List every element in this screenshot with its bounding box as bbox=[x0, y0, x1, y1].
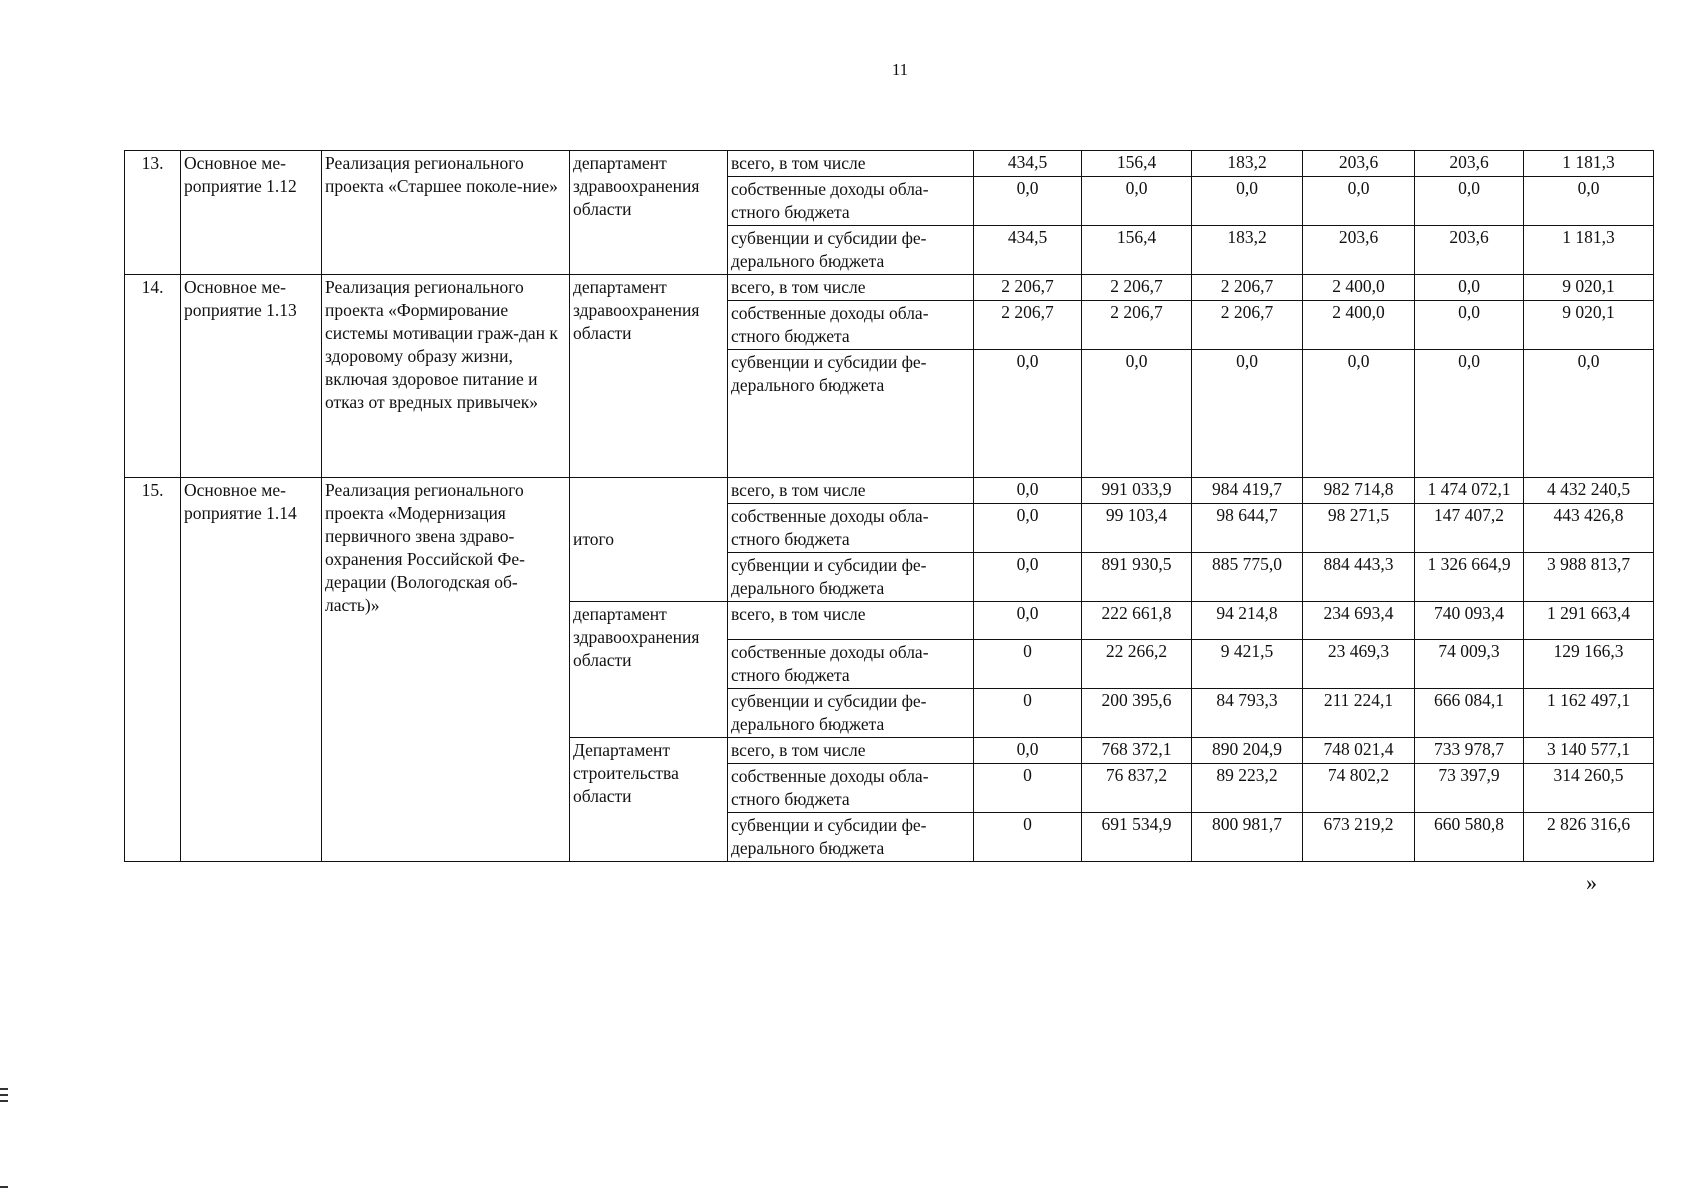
scan-edge-mark bbox=[0, 1088, 8, 1090]
value-cell: 890 204,9 bbox=[1192, 738, 1303, 764]
scan-edge-mark bbox=[0, 1094, 8, 1096]
value-cell: 0,0 bbox=[1082, 350, 1192, 478]
value-cell: 0,0 bbox=[1415, 301, 1524, 350]
value-cell: 691 534,9 bbox=[1082, 813, 1192, 862]
value-cell: 9 421,5 bbox=[1192, 640, 1303, 689]
funding-source: всего, в том числе bbox=[728, 151, 974, 177]
funding-source: субвенции и субсидии фе-дерального бюджета bbox=[728, 689, 974, 738]
value-cell: 1 326 664,9 bbox=[1415, 553, 1524, 602]
row-number-15: 15. bbox=[125, 478, 181, 862]
executor: департамент здравоохранения области bbox=[570, 151, 728, 275]
value-cell: 156,4 bbox=[1082, 151, 1192, 177]
closing-quote-mark: » bbox=[1586, 870, 1597, 895]
funding-source: всего, в том числе bbox=[728, 602, 974, 640]
value-cell: 0 bbox=[974, 764, 1082, 813]
funding-source: всего, в том числе bbox=[728, 478, 974, 504]
value-cell: 0,0 bbox=[1415, 350, 1524, 478]
measure-code: Основное ме-роприятие 1.13 bbox=[181, 275, 322, 478]
measure-code: Основное ме-роприятие 1.14 bbox=[181, 478, 322, 862]
value-cell: 740 093,4 bbox=[1415, 602, 1524, 640]
value-cell: 9 020,1 bbox=[1524, 275, 1654, 301]
value-cell: 98 271,5 bbox=[1303, 504, 1415, 553]
value-cell: 748 021,4 bbox=[1303, 738, 1415, 764]
value-cell: 768 372,1 bbox=[1082, 738, 1192, 764]
value-cell: 2 206,7 bbox=[974, 301, 1082, 350]
value-cell: 314 260,5 bbox=[1524, 764, 1654, 813]
value-cell: 0,0 bbox=[974, 504, 1082, 553]
value-cell: 0 bbox=[974, 813, 1082, 862]
value-cell: 74 802,2 bbox=[1303, 764, 1415, 813]
value-cell: 0,0 bbox=[1524, 350, 1654, 478]
value-cell: 0,0 bbox=[974, 553, 1082, 602]
page-number: 11 bbox=[891, 60, 909, 79]
value-cell: 0,0 bbox=[1192, 177, 1303, 226]
value-cell: 2 206,7 bbox=[1082, 275, 1192, 301]
value-cell: 673 219,2 bbox=[1303, 813, 1415, 862]
value-cell: 1 291 663,4 bbox=[1524, 602, 1654, 640]
value-cell: 891 930,5 bbox=[1082, 553, 1192, 602]
funding-source: всего, в том числе bbox=[728, 275, 974, 301]
row-number-14: 14. bbox=[125, 275, 181, 478]
row-number-13: 13. bbox=[125, 151, 181, 275]
value-cell: 234 693,4 bbox=[1303, 602, 1415, 640]
value-cell: 443 426,8 bbox=[1524, 504, 1654, 553]
funding-source: собственные доходы обла-стного бюджета bbox=[728, 640, 974, 689]
table-body bbox=[125, 151, 1654, 862]
value-cell: 0,0 bbox=[1082, 177, 1192, 226]
value-cell: 203,6 bbox=[1415, 151, 1524, 177]
value-cell: 0,0 bbox=[1303, 177, 1415, 226]
value-cell: 1 474 072,1 bbox=[1415, 478, 1524, 504]
value-cell: 94 214,8 bbox=[1192, 602, 1303, 640]
value-cell: 660 580,8 bbox=[1415, 813, 1524, 862]
value-cell: 200 395,6 bbox=[1082, 689, 1192, 738]
value-cell: 84 793,3 bbox=[1192, 689, 1303, 738]
value-cell: 99 103,4 bbox=[1082, 504, 1192, 553]
value-cell: 183,2 bbox=[1192, 151, 1303, 177]
value-cell: 183,2 bbox=[1192, 226, 1303, 275]
value-cell: 2 400,0 bbox=[1303, 301, 1415, 350]
measure-title: Реализация регионального проекта «Модернизация первичного звена здраво-охранения Российской Фе-дерации (Вологодская об-ласть)» bbox=[322, 478, 570, 862]
value-cell: 203,6 bbox=[1303, 151, 1415, 177]
value-cell: 666 084,1 bbox=[1415, 689, 1524, 738]
value-cell: 2 206,7 bbox=[974, 275, 1082, 301]
value-cell: 1 181,3 bbox=[1524, 226, 1654, 275]
value-cell: 129 166,3 bbox=[1524, 640, 1654, 689]
value-cell: 0,0 bbox=[974, 602, 1082, 640]
value-cell: 1 162 497,1 bbox=[1524, 689, 1654, 738]
value-cell: 89 223,2 bbox=[1192, 764, 1303, 813]
value-cell: 4 432 240,5 bbox=[1524, 478, 1654, 504]
scan-edge-mark bbox=[0, 1100, 8, 1102]
measure-title: Реализация регионального проекта «Старшее поколе-ние» bbox=[322, 151, 570, 275]
funding-source: собственные доходы обла-стного бюджета bbox=[728, 177, 974, 226]
value-cell: 147 407,2 bbox=[1415, 504, 1524, 553]
value-cell: 0,0 bbox=[1303, 350, 1415, 478]
value-cell: 991 033,9 bbox=[1082, 478, 1192, 504]
value-cell: 0,0 bbox=[1415, 177, 1524, 226]
value-cell: 0,0 bbox=[974, 478, 1082, 504]
value-cell: 74 009,3 bbox=[1415, 640, 1524, 689]
executor: Департамент строительства области bbox=[570, 738, 728, 862]
value-cell: 885 775,0 bbox=[1192, 553, 1303, 602]
funding-source: субвенции и субсидии фе-дерального бюджета bbox=[728, 813, 974, 862]
value-cell: 156,4 bbox=[1082, 226, 1192, 275]
value-cell: 984 419,7 bbox=[1192, 478, 1303, 504]
value-cell: 434,5 bbox=[974, 226, 1082, 275]
value-cell: 2 206,7 bbox=[1082, 301, 1192, 350]
value-cell: 884 443,3 bbox=[1303, 553, 1415, 602]
value-cell: 2 206,7 bbox=[1192, 301, 1303, 350]
funding-source: собственные доходы обла-стного бюджета bbox=[728, 504, 974, 553]
funding-source: субвенции и субсидии фе-дерального бюджета bbox=[728, 350, 974, 478]
value-cell: 982 714,8 bbox=[1303, 478, 1415, 504]
executor: департамент здравоохранения области bbox=[570, 602, 728, 738]
value-cell: 0,0 bbox=[1415, 275, 1524, 301]
value-cell: 0 bbox=[974, 689, 1082, 738]
value-cell: 3 140 577,1 bbox=[1524, 738, 1654, 764]
value-cell: 98 644,7 bbox=[1192, 504, 1303, 553]
value-cell: 2 826 316,6 bbox=[1524, 813, 1654, 862]
funding-source: субвенции и субсидии фе-дерального бюджета bbox=[728, 226, 974, 275]
value-cell: 733 978,7 bbox=[1415, 738, 1524, 764]
executor: департамент здравоохранения области bbox=[570, 275, 728, 478]
budget-table bbox=[124, 150, 1654, 862]
value-cell: 2 400,0 bbox=[1303, 275, 1415, 301]
value-cell: 0,0 bbox=[974, 177, 1082, 226]
measure-code: Основное ме-роприятие 1.12 bbox=[181, 151, 322, 275]
value-cell: 211 224,1 bbox=[1303, 689, 1415, 738]
value-cell: 0,0 bbox=[1524, 177, 1654, 226]
table-row bbox=[125, 478, 1654, 504]
value-cell: 1 181,3 bbox=[1524, 151, 1654, 177]
value-cell: 0,0 bbox=[974, 738, 1082, 764]
table-row bbox=[125, 275, 1654, 301]
value-cell: 3 988 813,7 bbox=[1524, 553, 1654, 602]
funding-source: всего, в том числе bbox=[728, 738, 974, 764]
funding-source: собственные доходы обла-стного бюджета bbox=[728, 764, 974, 813]
funding-source: субвенции и субсидии фе-дерального бюджета bbox=[728, 553, 974, 602]
funding-source: собственные доходы обла-стного бюджета bbox=[728, 301, 974, 350]
value-cell: 0 bbox=[974, 640, 1082, 689]
value-cell: 76 837,2 bbox=[1082, 764, 1192, 813]
value-cell: 22 266,2 bbox=[1082, 640, 1192, 689]
value-cell: 800 981,7 bbox=[1192, 813, 1303, 862]
value-cell: 9 020,1 bbox=[1524, 301, 1654, 350]
table-row bbox=[125, 151, 1654, 177]
executor: итого bbox=[570, 478, 728, 602]
value-cell: 73 397,9 bbox=[1415, 764, 1524, 813]
value-cell: 23 469,3 bbox=[1303, 640, 1415, 689]
value-cell: 203,6 bbox=[1415, 226, 1524, 275]
value-cell: 0,0 bbox=[1192, 350, 1303, 478]
value-cell: 222 661,8 bbox=[1082, 602, 1192, 640]
value-cell: 0,0 bbox=[974, 350, 1082, 478]
value-cell: 203,6 bbox=[1303, 226, 1415, 275]
value-cell: 2 206,7 bbox=[1192, 275, 1303, 301]
value-cell: 434,5 bbox=[974, 151, 1082, 177]
measure-title: Реализация регионального проекта «Формирование системы мотивации граж-дан к здоровому образу жизни, включая здоровое питание и отказ от вредных привычек» bbox=[322, 275, 570, 478]
scan-edge-mark bbox=[0, 1186, 8, 1188]
